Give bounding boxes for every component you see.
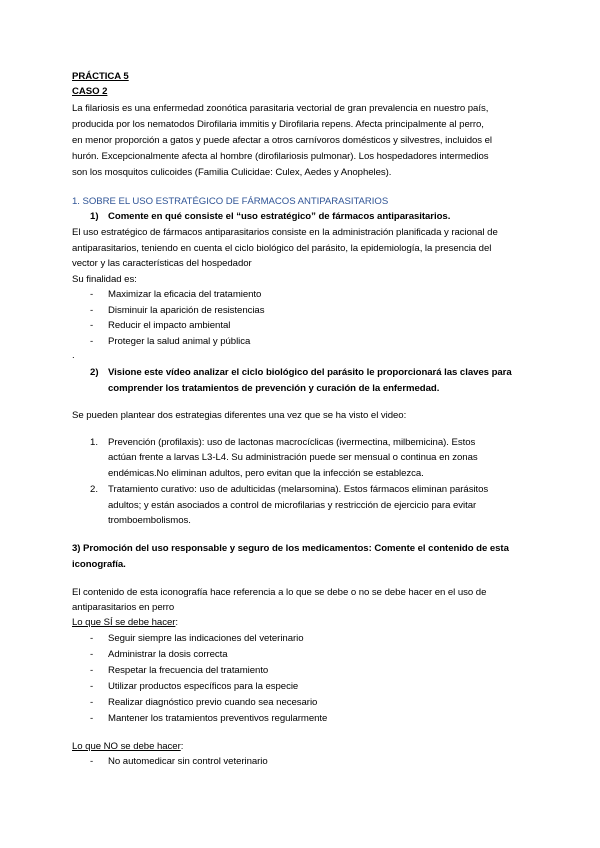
question-2-line: comprender los tratamientos de prevención y curación de la enfermedad. (108, 383, 440, 394)
answer-line: El uso estratégico de fármacos antiparasitarios consiste en la administración planificada y racional de (72, 227, 498, 238)
dont-colon: : (180, 741, 184, 752)
question-1: Comente en qué consiste el “uso estratégico” de fármacos antiparasitarios. (108, 211, 451, 222)
list-dash: - (90, 665, 94, 676)
list-dash: - (90, 336, 94, 347)
intro-line: hurón. Excepcionalmente afecta al hombre (dirofilariosis pulmonar). Los hospedadores intermedios (72, 151, 489, 162)
dont-title-row (72, 741, 183, 753)
list-dash: - (90, 713, 94, 724)
intro-line: en menor proporción a gatos y puede afectar a otros carnívoros domésticos y silvestres, incluidos el (72, 135, 493, 146)
intro-line: producida por los nematodos Dirofilaria immitis y Dirofilaria repens. Afecta principalmente al perro, (72, 119, 484, 130)
finalidad-label: Su finalidad es: (72, 274, 137, 285)
question-number: 2) (90, 367, 99, 378)
caso-title: CASO 2 (72, 86, 108, 97)
list-item: Proteger la salud animal y pública (108, 336, 251, 347)
strategy-line: tromboembolismos. (108, 515, 191, 526)
list-dash: - (90, 756, 94, 767)
intro-line: son los mosquitos culicoides (Familia Culicidae: Culex, Aedes y Anopheles). (72, 167, 392, 178)
dont-title: Lo que NO se debe hacer (72, 741, 181, 752)
strategy-line: Tratamiento curativo: uso de adulticidas (melarsomina). Estos fármacos eliminan parásitos (108, 484, 489, 495)
list-dash: - (90, 633, 94, 644)
practica-title: PRÁCTICA 5 (72, 71, 129, 82)
strategy-line: Prevención (profilaxis): uso de lactonas macrocíclicas (ivermectina, milbemicina). Estos (108, 437, 476, 448)
section3-heading: iconografía. (72, 559, 126, 570)
list-item: Seguir siempre las indicaciones del veterinario (108, 633, 304, 644)
list-item: Mantener los tratamientos preventivos regularmente (108, 713, 328, 724)
list-dash: - (90, 649, 94, 660)
strategy-line: adultos; y están asociados a control de microfilarias y restricción de ejercicio para evitar (108, 500, 477, 511)
do-title-row (72, 617, 178, 629)
list-item: No automedicar sin control veterinario (108, 756, 268, 767)
list-dash: - (90, 305, 94, 316)
do-title: Lo que SÍ se debe hacer (72, 617, 176, 628)
section3-answer: antiparasitarios en perro (72, 602, 175, 613)
section1-heading: 1. SOBRE EL USO ESTRATÉGICO DE FÁRMACOS ANTIPARASITARIOS (72, 196, 389, 207)
strategy-number: 1. (90, 437, 99, 448)
strategy-line: endémicas.No eliminan adultos, pero evitan que la infección se establezca. (108, 468, 424, 479)
stray-dot: . (72, 350, 75, 361)
question-2-line: Visione este vídeo analizar el ciclo biológico del parásito le proporcionará las claves para (108, 367, 512, 378)
section3-answer: El contenido de esta iconografía hace referencia a lo que se debe o no se debe hacer en el uso de (72, 587, 487, 598)
list-item: Reducir el impacto ambiental (108, 320, 231, 331)
answer-line: antiparasitarios, teniendo en cuenta el ciclo biológico del parásito, la epidemiología, la presencia del (72, 243, 492, 254)
list-dash: - (90, 320, 94, 331)
strategy-line: actúan frente a larvas L3-L4. Su administración puede ser mensual o continua en zonas (108, 452, 478, 463)
strategies-intro: Se pueden plantear dos estrategias diferentes una vez que se ha visto el video: (72, 410, 407, 421)
answer-line: vector y las características del hospedador (72, 258, 252, 269)
list-dash: - (90, 697, 94, 708)
list-item: Utilizar productos específicos para la especie (108, 681, 299, 692)
list-item: Maximizar la eficacia del tratamiento (108, 289, 262, 300)
list-item: Disminuir la aparición de resistencias (108, 305, 265, 316)
list-item: Respetar la frecuencia del tratamiento (108, 665, 269, 676)
section3-heading: 3) Promoción del uso responsable y seguro de los medicamentos: Comente el contenido de esta (72, 543, 509, 554)
intro-line: La filariosis es una enfermedad zoonótica parasitaria vectorial de gran prevalencia en nuestro país, (72, 103, 489, 114)
list-dash: - (90, 289, 94, 300)
list-item: Administrar la dosis correcta (108, 649, 228, 660)
list-item: Realizar diagnóstico previo cuando sea necesario (108, 697, 318, 708)
list-dash: - (90, 681, 94, 692)
question-number: 1) (90, 211, 99, 222)
do-colon: : (175, 617, 179, 628)
strategy-number: 2. (90, 484, 99, 495)
